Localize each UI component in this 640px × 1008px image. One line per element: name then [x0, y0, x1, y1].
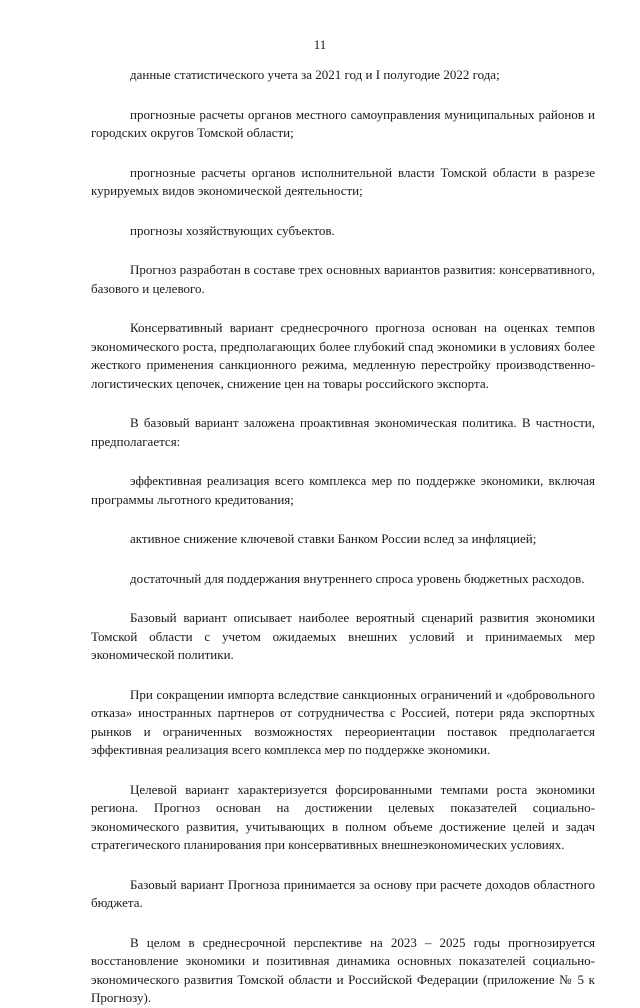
- paragraph: Консервативный вариант среднесрочного прогноза основан на оценках темпов экономического роста, предполагающих более глубокий спад экономики в условиях более жесткого применения санкционного режима, медленную перестройку производственно-логистических цепочек, снижение цен на товары российского экспорта.: [91, 320, 595, 391]
- paragraph: В базовый вариант заложена проактивная экономическая политика. В частности, предполагается:: [91, 415, 595, 449]
- paragraph: Базовый вариант Прогноза принимается за основу при расчете доходов областного бюджета.: [91, 876, 595, 910]
- paragraph: Целевой вариант характеризуется форсированными темпами роста экономики региона. Прогноз основан на достижении целевых показателей социально-экономического развития, учитывающих в полном объеме достижение целей и задач стратегического планирования при консервативных внешнеэкономических условиях.: [91, 781, 595, 852]
- paragraph: При сокращении импорта вследствие санкционных ограничений и «добровольного отказа» иностранных партнеров от сотрудничества с Россией, потери ряда экспортных рынков и ограниченных возможностях переориентации поставок предполагается эффективная реализация всего комплекса мер по поддержке экономики.: [91, 686, 595, 757]
- paragraph: В целом в среднесрочной перспективе на 2023 – 2025 годы прогнозируется восстановление экономики и позитивная динамика основных показателей социально-экономического развития Томской области и Российской Федерации (приложение № 5 к Прогнозу).: [91, 934, 595, 1005]
- paragraph: эффективная реализация всего комплекса мер по поддержке экономики, включая программы льготного кредитования;: [91, 473, 595, 507]
- paragraph: активное снижение ключевой ставки Банком России вслед за инфляцией;: [130, 531, 537, 546]
- paragraph: прогнозные расчеты органов местного самоуправления муниципальных районов и городских округов Томской области;: [91, 106, 595, 140]
- paragraph: достаточный для поддержания внутреннего спроса уровень бюджетных расходов.: [130, 570, 585, 586]
- paragraph: данные статистического учета за 2021 год и I полугодие 2022 года;: [130, 67, 500, 82]
- paragraph: прогнозы хозяйствующих субъектов.: [130, 222, 335, 238]
- document-body: [91, 66, 595, 1008]
- paragraph: Базовый вариант описывает наиболее вероятный сценарий развития экономики Томской области с учетом ожидаемых внешних условий и принимаемых мер экономической политики.: [91, 610, 595, 662]
- paragraph: прогнозные расчеты органов исполнительной власти Томской области в разрезе курируемых видов экономической деятельности;: [91, 164, 595, 198]
- page-number: 11: [313, 37, 327, 52]
- paragraph: Прогноз разработан в составе трех основных вариантов развития: консервативного, базового и целевого.: [91, 262, 595, 296]
